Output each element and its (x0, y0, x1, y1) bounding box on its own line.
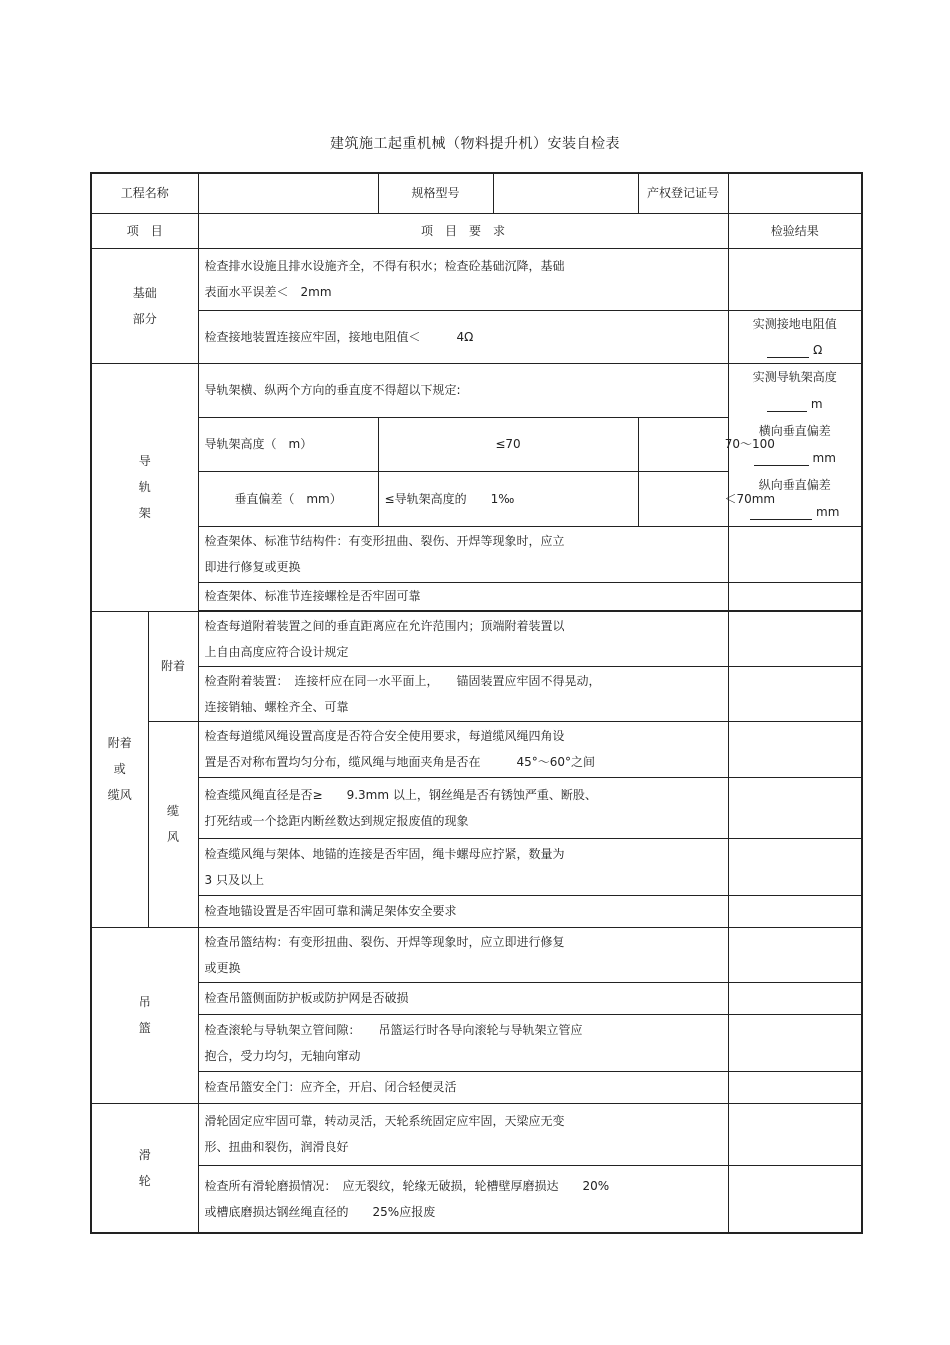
attach-req-2 (198, 666, 728, 721)
model-field[interactable] (493, 173, 638, 213)
v-dev-label: 纵向垂直偏差 (758, 477, 831, 492)
guide-rail-req-intro: 导轨架横、纵两个方向的垂直度不得超以下规定: (198, 363, 728, 417)
attach-result-1[interactable] (728, 611, 862, 666)
h-dev-label: 横向垂直偏差 (758, 423, 831, 438)
req-line: 检查每道缆风绳设置高度是否符合安全使用要求，每道缆风绳四角设 (204, 729, 565, 743)
col-result-header: 检验结果 (728, 213, 862, 248)
req-line: 形、扭曲和裂伤，润滑良好 (204, 1140, 349, 1154)
cable-result-4[interactable] (728, 895, 862, 927)
req-line: 检查缆风绳直径是否≥ 9.3mm 以上，钢丝绳是否有锈蚀严重、断股、 (204, 787, 597, 802)
cage-label-1: 吊 (138, 995, 151, 1009)
foundation-label-2: 部分 (132, 311, 157, 326)
project-name-label: 工程名称 (91, 173, 198, 213)
attach-group-label (91, 611, 148, 927)
cage-req-2: 检查吊篮侧面防护板或防护网是否破损 (198, 982, 728, 1014)
attach-group-label-2: 或 (113, 762, 126, 776)
foundation-result-1[interactable] (728, 248, 862, 310)
rail-height-result (735, 364, 856, 418)
req-line: 检查缆风绳与架体、地锚的连接是否牢固，绳卡螺母应拧紧，数量为 (204, 846, 565, 861)
col-requirement-header: 项 目 要 求 (198, 213, 728, 248)
rail-dev-b: ＜70mm (638, 472, 862, 526)
guide-rail-req-2 (198, 526, 728, 582)
attach-group-label-1: 附着 (107, 736, 132, 750)
req-line: 检查排水设施且排水设施齐全，不得有积水；检查砼基础沉降，基础 (204, 259, 565, 273)
guide-rail-req-3: 检查架体、标准节连接螺栓是否牢固可靠 (198, 582, 728, 610)
req-line: 检查所有滑轮磨损情况： 应无裂纹，轮缘无破损，轮槽壁厚磨损达 20% (204, 1178, 610, 1193)
foundation-req-2: 检查接地装置连接应牢固，接地电阻值＜ 4Ω (198, 310, 728, 363)
req-line: 检查附着装置： 连接杆应在同一水平面上， 锚固装置应牢固不得晃动， (204, 673, 601, 688)
rail-height-b: 70～100 (638, 417, 862, 471)
req-line: 或更换 (204, 960, 241, 975)
cage-result-1[interactable] (728, 927, 862, 982)
pulley-result-2[interactable] (728, 1165, 862, 1233)
rail-height-header: 导轨架高度（ m） (198, 417, 378, 471)
cable-req-4: 检查地锚设置是否牢固可靠和满足架体安全要求 (198, 895, 728, 927)
foundation-label (91, 248, 198, 363)
cable-result-1[interactable] (728, 721, 862, 777)
pulley-req-2 (198, 1165, 728, 1233)
model-label: 规格型号 (378, 173, 493, 213)
pulley-req-1 (198, 1103, 728, 1165)
req-line: 滑轮固定应牢固可靠，转动灵活，天轮系统固定应牢固，天梁应无变 (204, 1114, 565, 1128)
cert-label: 产权登记证号 (638, 173, 728, 213)
ground-resistance-blank[interactable] (767, 343, 809, 358)
foundation-result-2[interactable] (728, 310, 862, 363)
h-dev-unit: mm (812, 450, 836, 465)
cable-req-1 (198, 721, 728, 777)
pulley-result-1[interactable] (728, 1103, 862, 1165)
attach-sub-label: 附着 (148, 611, 198, 721)
project-name-field[interactable] (198, 173, 378, 213)
cage-req-1 (198, 927, 728, 982)
cage-result-4[interactable] (728, 1071, 862, 1103)
guide-rail-result-2[interactable] (728, 526, 862, 582)
guide-rail-label-2: 轨 (138, 480, 151, 494)
guide-rail-label-3: 架 (138, 506, 151, 520)
attach-req-1 (198, 611, 728, 666)
attach-result-2[interactable] (728, 666, 862, 721)
cable-sub-label-1: 缆 (167, 804, 180, 818)
cert-field[interactable] (728, 173, 862, 213)
cable-sub-label-2: 风 (167, 830, 180, 844)
req-line: 表面水平误差＜ 2mm (204, 285, 332, 299)
req-line: 检查每道附着装置之间的垂直距离应在允许范围内；顶端附着装置以 (204, 618, 565, 633)
req-line: 检查吊篮结构：有变形扭曲、裂伤、开焊等现象时，应立即进行修复 (204, 934, 565, 949)
req-line: 检查架体、标准节结构件：有变形扭曲、裂伤、开焊等现象时，应立 (204, 534, 565, 548)
req-line: 3 只及以上 (204, 872, 264, 887)
cage-label-2: 篮 (138, 1021, 151, 1035)
pulley-label (91, 1103, 198, 1233)
req-line: 连接销轴、螺栓齐全、可靠 (204, 699, 349, 714)
cage-result-3[interactable] (728, 1014, 862, 1071)
req-line: 打死结或一个捻距内断丝数达到规定报废值的现象 (204, 813, 469, 828)
cable-result-2[interactable] (728, 777, 862, 838)
req-line: 上自由高度应符合设计规定 (204, 644, 349, 659)
req-line: 抱合，受力均匀，无轴向窜动 (204, 1048, 361, 1063)
pulley-label-2: 轮 (138, 1173, 151, 1188)
v-dev-unit: mm (816, 504, 840, 519)
foundation-req-1 (198, 248, 728, 310)
guide-rail-label (91, 363, 198, 611)
foundation-label-1: 基础 (132, 285, 157, 300)
cage-label (91, 927, 198, 1103)
col-item-header: 项 目 (91, 213, 198, 248)
rail-height-blank[interactable] (767, 397, 807, 412)
form-title: 建筑施工起重机械（物料提升机）安装自检表 (330, 136, 620, 152)
cable-sub-label (148, 721, 198, 927)
rail-height-unit: m (810, 396, 823, 411)
req-line: 或槽底磨损达钢丝绳直径的 25%应报废 (204, 1204, 436, 1219)
cage-result-2[interactable] (728, 982, 862, 1014)
req-line: 置是否对称布置均匀分布，缆风绳与地面夹角是否在 45°～60°之间 (204, 755, 596, 769)
rail-height-a: ≤70 (378, 417, 638, 471)
cable-req-3 (198, 838, 728, 895)
cable-req-2 (198, 777, 728, 838)
ground-resistance-label: 实测接地电阻值 (752, 316, 837, 331)
rail-height-label: 实测导轨架高度 (752, 369, 837, 384)
guide-rail-result-3[interactable] (728, 582, 862, 610)
req-line: 即进行修复或更换 (204, 560, 301, 574)
attach-group-label-3: 缆风 (107, 788, 132, 802)
cage-req-4: 检查吊篮安全门：应齐全，开启、闭合轻便灵活 (198, 1071, 728, 1103)
cable-result-3[interactable] (728, 838, 862, 895)
ground-resistance-unit: Ω (813, 342, 823, 357)
pulley-label-1: 滑 (138, 1147, 151, 1162)
req-line: 检查滚轮与导轨架立管间隙： 吊篮运行时各导向滚轮与导轨架立管应 (204, 1022, 583, 1037)
guide-rail-label-1: 导 (138, 454, 151, 468)
rail-dev-a: ≤导轨架高度的 1‰ (378, 472, 638, 526)
cage-req-3 (198, 1014, 728, 1071)
rail-dev-header: 垂直偏差（ mm） (198, 472, 378, 526)
inspection-table (90, 172, 863, 1234)
